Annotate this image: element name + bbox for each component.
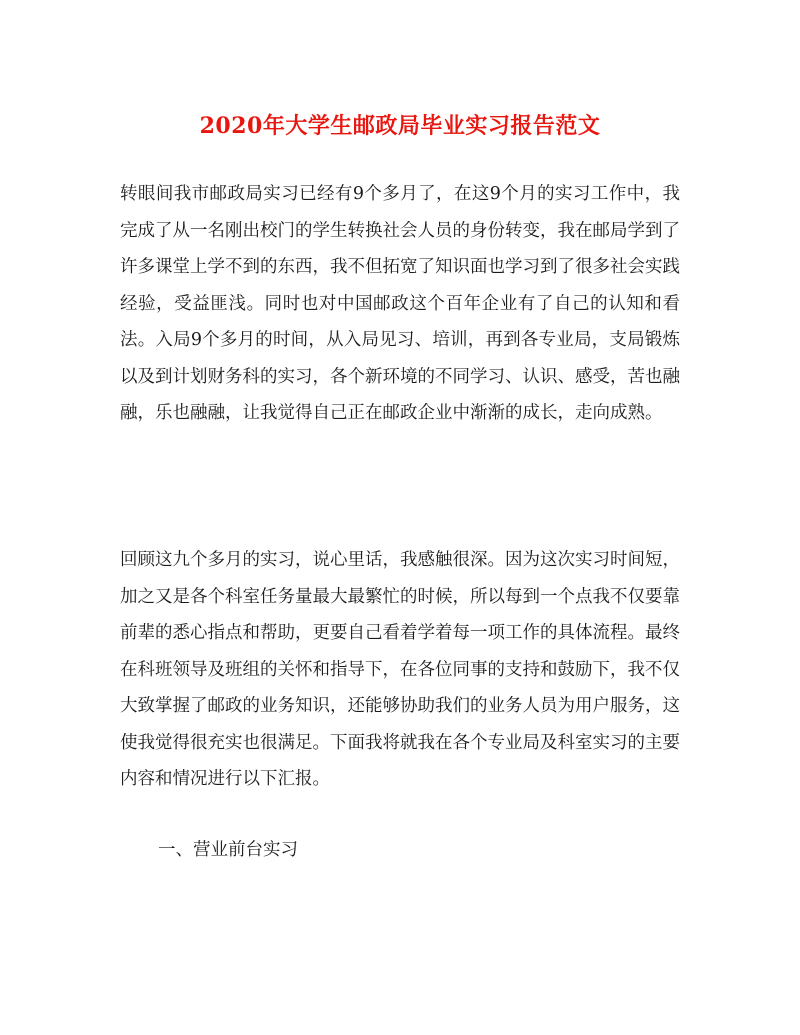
section-heading: 一、营业前台实习 [158,840,298,860]
body-paragraph-1: 转眼间我市邮政局实习已经有9个多月了，在这9个月的实习工作中，我完成了从一名刚出校门的学生转换社会人员的身份转变，我在邮局学到了许多课堂上学不到的东西，我不但拓宽了知识面也学习到了很多社会实践经验，受益匪浅。同时也对中国邮政这个百年企业有了自己的认知和看法。入局9个多月的时间，从入局见习、培训，再到各专业局，支局锻炼以及到计划财务科的实习，各个新环境的不同学习、认识、感受，苦也融融，乐也融融，让我觉得自己正在邮政企业中渐渐的成长，走向成熟。 [120,184,680,423]
body-paragraph-2: 回顾这九个多月的实习，说心里话，我感触很深。因为这次实习时间短，加之又是各个科室任务量最大最繁忙的时候，所以每到一个点我不仅要靠前辈的悉心指点和帮助，更要自己看着学着每一项工作的具体流程。最终在科班领导及班组的关怀和指导下，在各位同事的支持和鼓励下，我不仅大致掌握了邮政的业务知识，还能够协助我们的业务人员为用户服务，这使我觉得很充实也很满足。下面我将就我在各个专业局及科室实习的主要内容和情况进行以下汇报。 [120,550,680,789]
document-title: 2020年大学生邮政局毕业实习报告范文 [199,113,601,139]
